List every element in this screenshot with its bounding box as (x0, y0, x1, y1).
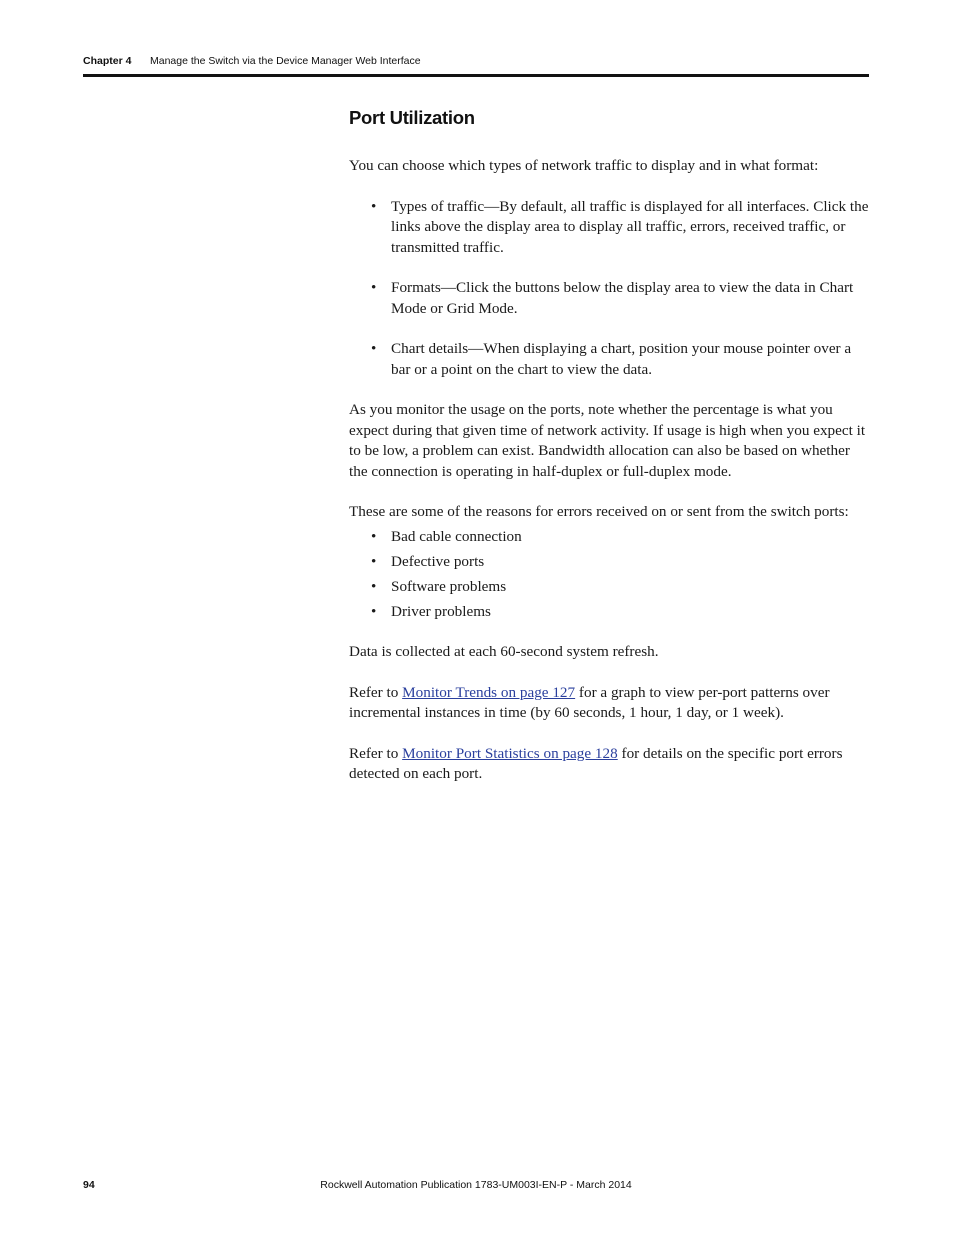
list-item-text: Defective ports (391, 552, 485, 570)
chapter-label: Chapter 4 (83, 55, 132, 67)
refresh-paragraph: Data is collected at each 60-second system refresh. (349, 643, 659, 660)
section-title: Port Utilization (349, 107, 475, 128)
list-item (349, 339, 871, 380)
list-item (349, 278, 871, 319)
main-content (349, 104, 871, 805)
list-item-text: Types of traffic—By default, all traffic is displayed for all interfaces. Click the links above the display area to display all traffic, errors, received traffic, or transmitted traffic. (391, 197, 869, 256)
reference-prefix: Refer to (349, 744, 403, 762)
page-footer (83, 1177, 869, 1193)
error-reasons-list (349, 527, 871, 623)
list-item-text: Chart details—When displaying a chart, position your mouse pointer over a bar or a point on the chart to view the data. (391, 340, 852, 378)
list-item (349, 577, 871, 598)
intro-paragraph: You can choose which types of network traffic to display and in what format: (349, 157, 819, 174)
bullet-icon: • (371, 552, 377, 570)
trends-reference-paragraph (349, 683, 871, 724)
chapter-title: Manage the Switch via the Device Manager Web Interface (150, 55, 421, 67)
options-list (349, 197, 871, 381)
bullet-icon: • (371, 340, 377, 357)
publication-info: Rockwell Automation Publication 1783-UM003I-EN-P - March 2014 (320, 1179, 632, 1191)
reference-suffix: for details on the specific port errors detected on each port. (349, 744, 843, 782)
bullet-icon: • (371, 197, 377, 215)
list-item (349, 552, 871, 573)
header-rule (83, 74, 869, 77)
list-item-text: Software problems (391, 577, 507, 595)
list-item-text: Formats—Click the buttons below the display area to view the data in Chart Mode or Grid Mode. (391, 279, 854, 317)
monitor-port-statistics-link[interactable]: Monitor Port Statistics on page 128 (402, 744, 618, 762)
bullet-icon: • (371, 602, 377, 620)
list-item (349, 602, 871, 623)
bullet-icon: • (371, 279, 377, 296)
list-item-text: Driver problems (391, 602, 491, 620)
list-item-text: Bad cable connection (391, 527, 522, 545)
reference-prefix: Refer to (349, 683, 403, 701)
stats-reference-paragraph (349, 744, 871, 785)
errors-intro-paragraph: These are some of the reasons for errors received on or sent from the switch ports: (349, 503, 849, 520)
monitor-paragraph: As you monitor the usage on the ports, note whether the percentage is what you expect during that given time of network activity. If usage is high when you expect it to be low, a problem can exist. Bandwidth allocation can also be based on whether the connection is operating in half-duplex or full-duplex mode. (349, 401, 866, 480)
list-item (349, 527, 871, 548)
monitor-trends-link[interactable]: Monitor Trends on page 127 (402, 683, 576, 701)
page-number: 94 (83, 1179, 95, 1191)
running-header (83, 53, 869, 69)
list-item (349, 197, 871, 259)
reference-suffix: for a graph to view per-port patterns over incremental instances in time (by 60 seconds, 1 hour, 1 day, or 1 week). (349, 683, 830, 721)
bullet-icon: • (371, 577, 377, 595)
bullet-icon: • (371, 527, 377, 545)
